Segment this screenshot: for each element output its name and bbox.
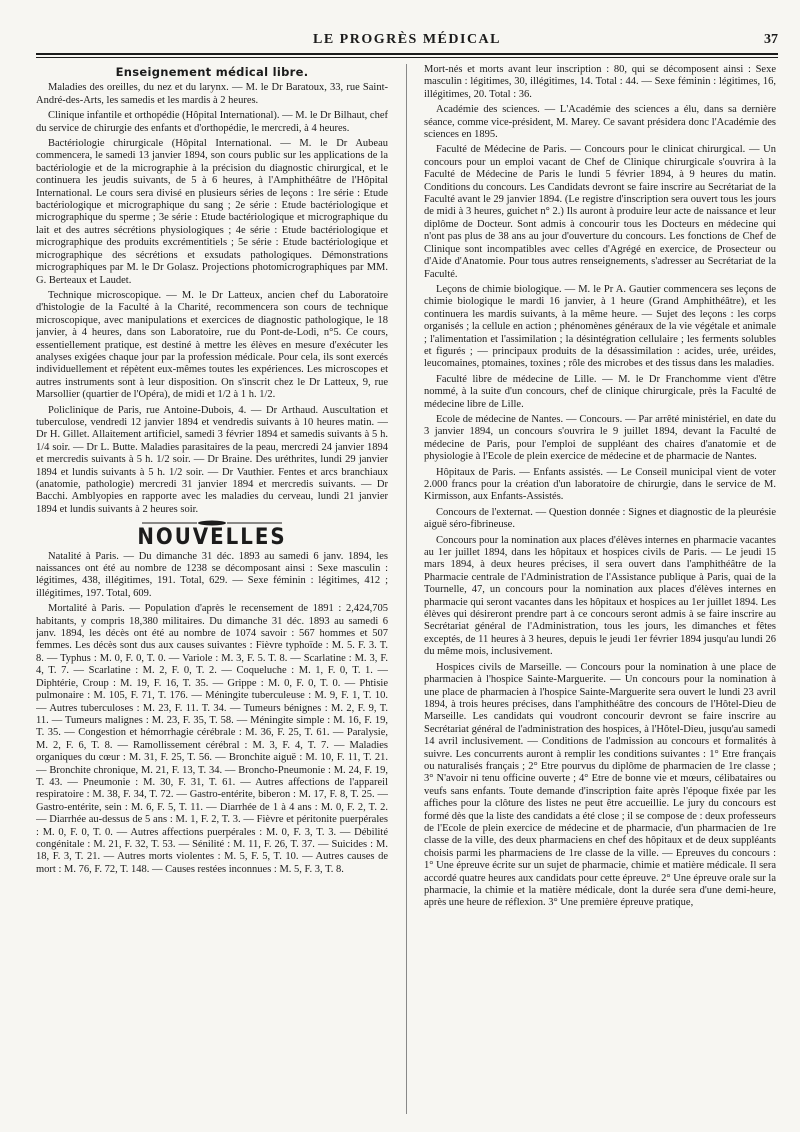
paragraph-clinique-infantile: Clinique infantile et orthopédie (Hôpital International). — M. le Dr Bilhaut, chef du service de chirurgie des enfants et d'orthopédie, le mercredi, à 4 heures.: [36, 110, 388, 134]
paragraph-faculte-paris: Faculté de Médecine de Paris. — Concours pour le clinicat chirurgical. — Un concours pour un emploi vacant de Chef de Clinique chirurgicale s'ouvrira à la Faculté de Médecine de Paris le lundi 5 février 1894, à 9 heures du matin. Conditions du concours. Les Candidats devront se faire inscrire au Secrétariat de la Faculté avant le 29 janvier 1894. (Le registre d'inscription sera ouvert tous les jours de midi à 3 heures, guichet n° 2.) Ils auront à produire leur acte de naissance et leur diplôme de Docteur. Sont admis à concourir tous les Docteurs en médecine qui n'ont pas plus de 38 ans au jour d'ouverture du concours. Les fonctions de Chef de Clinique sont incompatibles avec celles d'Agrégé en exercice, de Prosecteur ou d'Aide d'Anatomie. Pour tous autres renseignements, s'adresser au Secrétariat de la Faculté.: [424, 144, 776, 280]
nouvelles-heading: NOUVELLES: [137, 525, 287, 551]
header-rule-thick: [36, 53, 778, 55]
header-rule-thin: [36, 57, 778, 58]
paragraph-natalite: Natalité à Paris. — Du dimanche 31 déc. 1893 au samedi 6 janv. 1894, les naissances ont été au nombre de 1238 se décomposant ainsi : Sexe masculin : légitimes, 438, illégitimes, 191. Total, 629. — Sexe féminin : légitimes, 412 ; illégitimes, 197. Total, 609.: [36, 550, 388, 599]
paragraph-mortalite: Mortalité à Paris. — Population d'après le recensement de 1891 : 2,424,705 habitants, y compris 18,380 militaires. Du dimanche 31 déc. 1893 au samedi 6 janv. 1894, les décès ont été au nombre de 1074 savoir : 567 hommes et 507 femmes. Les décès sont dus aux causes suivantes : Fièvre typhoïde : M. 5. F. 3. T. 8. — Typhus : M. 0, F. 0, T. 0. — Variole : M. 3, F. 5. T. 8. — Scarlatine : M. 3, F. 4, T. 7. — Scarlatine : M. 2, F. 0, T. 2. — Coqueluche : M. 1, F. 0, T. 1. — Diphtérie, Croup : M. 19, F. 16, T. 35. — Grippe : M. 0, F. 0, T. 0. — Phtisie pulmonaire : M. 105, F. 71, T. 176. — Méningite tuberculeuse : M. 9, F. 1, T. 10. — Autres tuberculoses : M. 23, F. 11. T. 34. — Tumeurs bénignes : M. 2, F. 9, T. 11. — Tumeurs malignes : M. 23, F. 35, T. 58. — Méningite simple : M. 16, F. 19, T. 35. — Congestion et hémorrhagie cérébrale : M. 36, F. 25, T. 61. — Paralysie, M. 2, F. 6, T. 8. — Ramollissement cérébral : M. 3, F. 4, T. 7. — Maladies organiques du cœur : M. 31, F. 25, T. 56. — Bronchite aiguë : M. 10, F. 11, T. 21. — Bronchite chronique, M. 21, F. 13, T. 34. — Broncho-Pneumonie : M. 24, F. 19, T. 43. — Pneumonie : M. 30, F. 31, T. 61. — Autres affections de l'appareil respiratoire : M. 38, F. 34, T. 72. — Gastro-entérite, biberon : M. 17, F. 8, T. 25. — Gastro-entérite, sein : M. 6, F. 5, T. 11. — Diarrhée de 1 à 4 ans : M. 0, F. 2, T. 2. — Diarrhée au-dessus de 5 ans : M. 1, F. 2, T. 3. — Fièvre et péritonite puerpérales : M. 0, F. 0, T. 0. — Autres affections puerpérales : M. 0, F. 3, T. 3. — Débilité congénitale : M. 21, F. 32, T. 53. — Sénilité : M. 11, F. 26, T. 37. — Suicides : M. 18, F. 3, T. 21. — Autres morts violentes : M. 5, F. 5, T. 10. — Autres causes de mort : M. 76, F. 72, T. 148. — Causes restées inconnues : M. 5, F. 3, T. 8.: [36, 603, 388, 875]
running-header: [36, 30, 778, 52]
column-divider: [406, 64, 407, 1114]
journal-title: LE PROGRÈS MÉDICAL: [312, 32, 502, 47]
paragraph-marseille: Hospices civils de Marseille. — Concours pour la nomination à une place de pharmacien à l'hospice Sainte-Marguerite. — Un concours pour la nomination à une place de pharmacien à l'hospice Sainte-Marguerite sera ouvert le lundi 23 avril 1894, à trois heures précises, dans l'amphithéâtre des concours de l'Hôtel-Dieu de Marseille. Les candidats qui voudront concourir devront se faire inscrire au Secrétariat général de l'administration des hospices, à l'Hôtel-Dieu, jusqu'au samedi 14 avril inclusivement. — Conditions de l'admission au concours et formalités à suivre. Les concurrents auront à remplir les conditions suivantes : 1° Etre français ou naturalisés français ; 2° Etre pourvus du diplôme de pharmacien de 1re classe ; 3° N'avoir ni tenu officine ouverte ; 4° Etre de bonne vie et mœurs, célibataires ou veufs sans enfants. Toute demande d'inscription faite après l'époque fixée par les affiches pour la clôture des listes ne peut être accueillie. Le jury du concours est formé dès que la liste des candidats a été close ; il se compose de : deux professeurs de l'Ecole de plein exercice de médecine et de pharmacie, d'un pharmacien de 1re classe de la ville, des deux pharmaciens en chef des hôpitaux et de deux suppléants choisis parmi les pharmaciens de 1re classe de la ville. — Epreuves du concours : 1° Une épreuve écrite sur un sujet de pharmacie, chimie et matière médicale. Il sera accordé quatre heures aux candidats pour cette épreuve. 2° Une épreuve orale sur la pharmacie, la chimie et la matière médicale, dont la durée sera d'une demi-heure, après une heure de réflexion. 3° Une première épreuve pratique,: [424, 661, 776, 909]
paragraph-hopitaux-paris: Hôpitaux de Paris. — Enfants assistés. — Le Conseil municipal vient de voter 2.000 francs pour la création d'un laboratoire de chirurgie, dans le service de M. Kirmisson, aux Enfants-Assistés.: [424, 466, 776, 503]
paragraph-externat: Concours de l'externat. — Question donnée : Signes et diagnostic de la pleurésie aiguë séro-fibrineuse.: [424, 506, 776, 531]
paragraph-faculte-lille: Faculté libre de médecine de Lille. — M. le Dr Franchomme vient d'être nommé, à la suite d'un concours, chef de clinique chirurgicale, près la Faculté de médecine libre de Lille.: [424, 373, 776, 410]
paragraph-mort-nes: Mort-nés et morts avant leur inscription : 80, qui se décomposent ainsi : Sexe masculin : légitimes, 30, illégitimes, 14. Total : 44. — Sexe féminin : légitimes, 16, illégitimes, 20. Total : 36.: [424, 64, 776, 100]
paragraph-policlinique: Policlinique de Paris, rue Antoine-Dubois, 4. — Dr Arthaud. Auscultation et tuberculose, vendredi 12 janvier 1894 et vendredis suivants à 10 heures matin. — Dr H. Gillet. Allaitement artificiel, samedi 3 février 1894 et samedis suivants à 5 h. 1/4 soir. — Dr L. Butte. Maladies parasitaires de la peau, mercredi 24 janvier 1894 et mercredis suivants à 5 h. 1/2 soir. — Dr Braine. Des uréthrites, lundi 29 janvier 1894 et lundis suivants à 5 h. 1/2 soir. — Dr Vauthier. Fentes et arcs branchiaux (anatomie, pathologie) mercredi 31 janvier 1894 et mercredis suivants. — Dr Bacchi. Amblyopies en rapporte avec les maladies du cerveau, lundi 21 janvier 1894 et lundis suivants à 2 heures soir.: [36, 404, 388, 515]
paragraph-academie-sciences: Académie des sciences. — L'Académie des sciences a élu, dans sa dernière séance, comme vice-président, M. Marey. Ce savant présidera donc l'Académie des sciences en 1895.: [424, 104, 776, 141]
page-number: 37: [764, 32, 778, 47]
paragraph-internes-pharmacie: Concours pour la nomination aux places d'élèves internes en pharmacie vacantes au 1er juillet 1894, dans les hôpitaux et hospices civils de Paris. — Le jeudi 15 mars 1894, à deux heures précises, il sera ouvert dans l'amphithéâtre de la Pharmacie centrale de l'Administration de l'Assistance publique à Paris, quai de la Tournelle, 47, un concours pour la nomination aux places d'élèves internes en pharmacie qui seront vacantes dans les hôpitaux et hospices au 1er juillet 1894. Les élèves qui désireront prendre part à ce concours seront admis à se faire inscrire au Secrétariat général de l'Administration, tous les jours, les dimanches et fêtes exceptés, de 11 heures à 3 heures, depuis le jeudi 1er février 1894 jusqu'au lundi 26 du même mois, inclusivement.: [424, 534, 776, 658]
paragraph-ecole-nantes: Ecole de médecine de Nantes. — Concours. — Par arrêté ministériel, en date du 3 janvier 1894, un concours s'ouvrira le 9 juillet 1894, devant la Faculté de médecine de Paris, pour l'emploi de suppléant des chaires d'anatomie et de physiologie à l'Ecole de plein exercice de médecine et de pharmacie de Nantes.: [424, 413, 776, 463]
left-column: [36, 64, 388, 1124]
paragraph-bacteriologie: Bactériologie chirurgicale (Hôpital International. — M. le Dr Aubeau commencera, le samedi 13 janvier 1894, son cours public sur les applications de la bactériologie et de la micrographie à la précision du diagnostic chirurgical, et le continuera les jeudis suivants, de 5 à 6 heures, à l'Amphithéâtre de l'Hôpital International. Le cours sera divisé en plusieurs séries de leçons : 1re série : Etude bactériologique et micrographique du sang ; 2e série : Etude bactériologique et micrographique du sperme ; 3e série : Etude bactériologique et micrographique du lait et des autres sécrétions physiologiques ; 4e série : Etude bactériologique et micrographique des produits excrémentitiels ; 5e série : Etude bactériologique et micrographique des sécrétions et exsudats pathologiques. Démonstrations micrographiques par M. le Dr Golasz. Projections photomicrographiques par MM. G. Berteaux et Laudet.: [36, 138, 388, 286]
section-title-enseignement: Enseignement médical libre.: [115, 65, 309, 79]
paragraph-chimie-biologique: Leçons de chimie biologique. — M. le Pr A. Gautier commencera ses leçons de chimie biologique le mardi 16 janvier, à 1 heure (Grand Amphithéâtre), et les continuera les mardis suivants, à la même heure. — Sujet des leçons : les corps organisés ; la cellule en action ; phénomènes généraux de la vie végétale et animale ; l'alimentation et l'assimilation ; la désintégration cellulaire ; les ferments solubles et figurés ; — principaux produits de la désassimilation : acides, urée, uréides, leucomaines, ptomaines, toxines ; rôle des microbes et des tissus dans les maladies.: [424, 283, 776, 370]
right-column: [424, 64, 776, 1124]
paragraph-oreilles: Maladies des oreilles, du nez et du larynx. — M. le Dr Baratoux, 33, rue Saint-André-des-Arts, les samedis et les mardis à 2 heures.: [36, 82, 388, 106]
paragraph-technique-microscopique: Technique microscopique. — M. le Dr Latteux, ancien chef du Laboratoire d'histologie de la Faculté à la Charité, recommencera son cours de technique microscopique, avec manipulations et exercices de diagnostic pathologique, le 18 janvier, à 4 heures, dans son Laboratoire, rue du Pont-de-Lodi, n°5. Ce cours, essentiellement pratique, est destiné à mettre les élèves en mesure d'exécuter les analyses exigées chaque jour par la profession médicale. Pour cela, ils sont exercés individuellement et répètent eux-mêmes toutes les expériences. Les microscopes et autres instruments sont à leur disposition. On s'inscrit chez le Dr Latteux, 9, rue Marsollier (quartier de l'Opéra), de midi et 1/2 à 1 h. 1/2.: [36, 289, 388, 401]
